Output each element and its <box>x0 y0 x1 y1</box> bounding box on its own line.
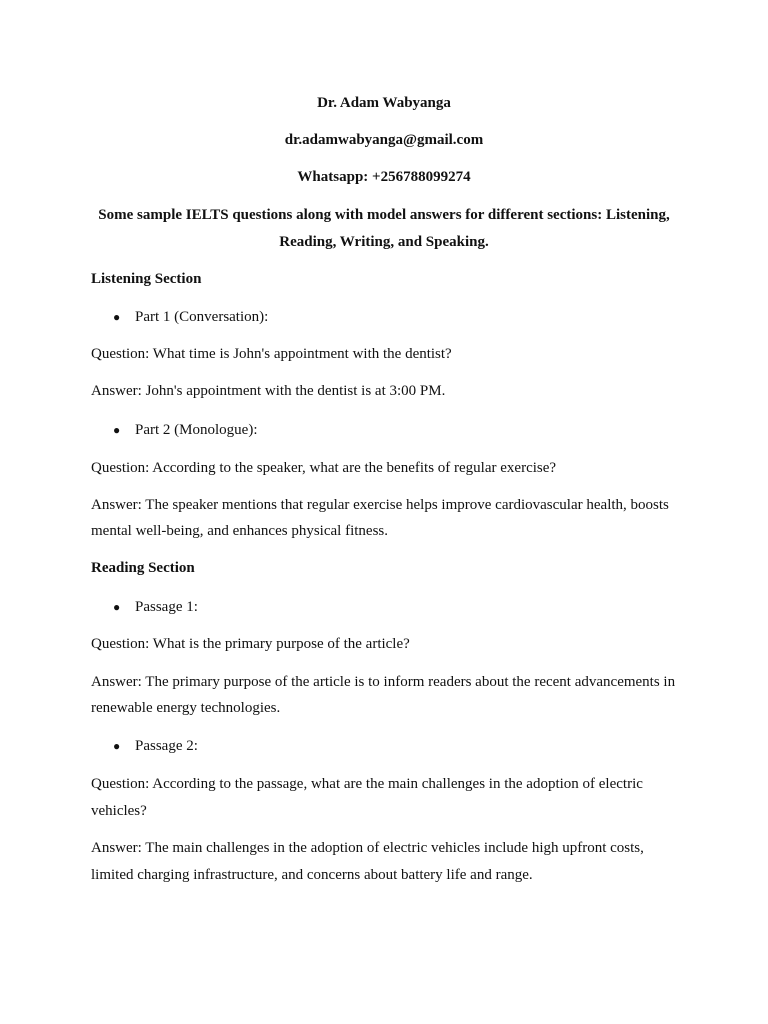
reading-passage1-bullet-item <box>113 598 198 616</box>
intro-line-2: Reading, Writing, and Speaking. <box>279 234 489 250</box>
listening-part1-bullet-item <box>113 308 268 326</box>
reading-passage1-question: Question: What is the primary purpose of the article? <box>91 636 410 652</box>
reading-passage1-label: Passage 1: <box>135 599 198 615</box>
intro-line-1: Some sample IELTS questions along with model answers for different sections: Listening, <box>98 207 670 223</box>
reading-passage2-bullet-item <box>113 737 198 755</box>
reading-passage1-answer-line-1: Answer: The primary purpose of the article is to inform readers about the recent advancements in <box>91 674 676 690</box>
listening-part2-question: Question: According to the speaker, what are the benefits of regular exercise? <box>91 460 557 476</box>
listening-part1-answer: Answer: John's appointment with the dentist is at 3:00 PM. <box>91 383 446 399</box>
reading-passage2-label: Passage 2: <box>135 738 198 754</box>
bullet-icon: ● <box>113 739 121 753</box>
reading-passage2-question-line-2: vehicles? <box>91 803 147 819</box>
reading-passage1-answer-line-2: renewable energy technologies. <box>91 700 281 716</box>
listening-section-heading: Listening Section <box>91 271 202 287</box>
listening-part1-label: Part 1 (Conversation): <box>135 309 269 325</box>
reading-section-heading: Reading Section <box>91 560 195 576</box>
listening-part2-bullet-item <box>113 421 257 439</box>
bullet-icon: ● <box>113 423 121 437</box>
reading-passage2-answer-line-1: Answer: The main challenges in the adoption of electric vehicles include high upfront costs, <box>91 840 644 856</box>
reading-passage2-question-line-1: Question: According to the passage, what are the main challenges in the adoption of electric <box>91 776 643 792</box>
listening-part2-answer-line-1: Answer: The speaker mentions that regular exercise helps improve cardiovascular health, boosts <box>91 497 669 513</box>
bullet-icon: ● <box>113 600 121 614</box>
reading-passage2-answer-line-2: limited charging infrastructure, and concerns about battery life and range. <box>91 867 533 883</box>
listening-part2-label: Part 2 (Monologue): <box>135 422 258 438</box>
author-whatsapp: Whatsapp: +256788099274 <box>297 169 471 185</box>
listening-part1-question: Question: What time is John's appointment with the dentist? <box>91 346 452 362</box>
author-name: Dr. Adam Wabyanga <box>317 95 451 111</box>
author-email: dr.adamwabyanga@gmail.com <box>284 132 484 148</box>
bullet-icon: ● <box>113 310 121 324</box>
listening-part2-answer-line-2: mental well-being, and enhances physical fitness. <box>91 523 388 539</box>
